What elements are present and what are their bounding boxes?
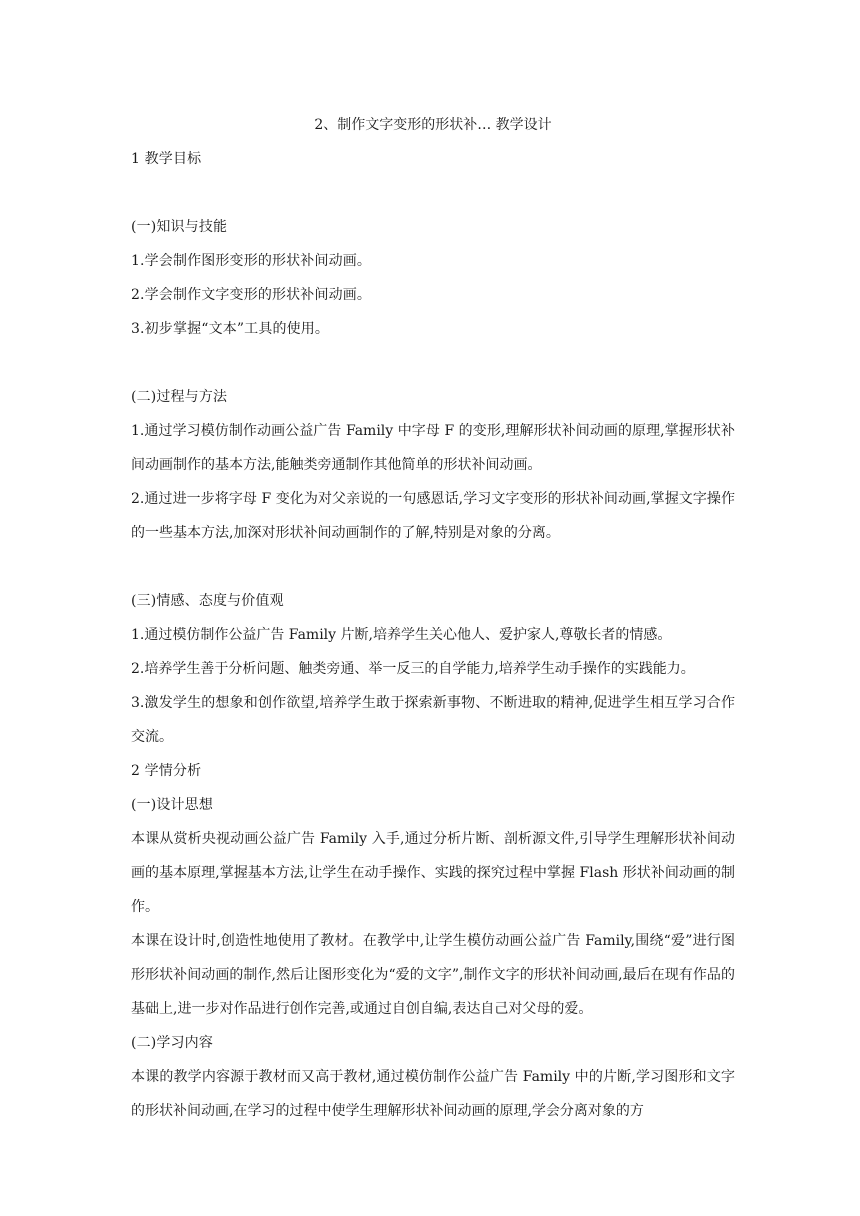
body-paragraph: 本课从赏析央视动画公益广告 Family 入手,通过分析片断、剖析源文件,引导学生理解形状补间动画的基本原理,掌握基本方法,让学生在动手操作、实践的探究过程中掌握 Flash 形状补间动画的制作。 bbox=[131, 831, 735, 915]
subheading-knowledge-skills: (一)知识与技能 bbox=[131, 219, 228, 235]
subheading-learning-content: (二)学习内容 bbox=[131, 1035, 213, 1051]
list-item: 1.通过学习模仿制作动画公益广告 Family 中字母 F 的变形,理解形状补间动画的原理,掌握形状补间动画制作的基本方法,能触类旁通制作其他简单的形状补间动画。 bbox=[131, 423, 735, 473]
document-title: 2、制作文字变形的形状补… 教学设计 bbox=[314, 117, 552, 133]
list-item: 2.学会制作文字变形的形状补间动画。 bbox=[131, 287, 372, 303]
blank-line bbox=[131, 346, 735, 380]
list-item: 2.培养学生善于分析问题、触类旁通、举一反三的自学能力,培养学生动手操作的实践能力。 bbox=[131, 661, 695, 677]
document-page bbox=[131, 108, 735, 1128]
list-item: 2.通过进一步将字母 F 变化为对父亲说的一句感恩话,学习文字变形的形状补间动画,掌握文字操作的一些基本方法,加深对形状补间动画制作的了解,特别是对象的分离。 bbox=[131, 491, 735, 541]
section-heading-objectives: 1 教学目标 bbox=[131, 151, 202, 167]
list-item: 1.通过模仿制作公益广告 Family 片断,培养学生关心他人、爱护家人,尊敬长者的情感。 bbox=[131, 627, 672, 643]
subheading-design-idea: (一)设计思想 bbox=[131, 797, 213, 813]
subheading-process-methods: (二)过程与方法 bbox=[131, 389, 228, 405]
blank-line bbox=[131, 550, 735, 584]
list-item: 1.学会制作图形变形的形状补间动画。 bbox=[131, 253, 372, 269]
list-item: 3.初步掌握“文本”工具的使用。 bbox=[131, 321, 330, 337]
blank-line bbox=[131, 176, 735, 210]
section-heading-analysis: 2 学情分析 bbox=[131, 763, 202, 779]
subheading-emotion-values: (三)情感、态度与价值观 bbox=[131, 593, 284, 609]
body-paragraph: 本课的教学内容源于教材而又高于教材,通过模仿制作公益广告 Family 中的片断,学习图形和文字的形状补间动画,在学习的过程中使学生理解形状补间动画的原理,学会分离对象的方 bbox=[131, 1069, 735, 1119]
body-paragraph: 本课在设计时,创造性地使用了教材。在教学中,让学生模仿动画公益广告 Family,围绕“爱”进行图形形状补间动画的制作,然后让图形变化为“爱的文字”,制作文字的形状补间动画,最后在现有作品的基础上,进一步对作品进行创作完善,或通过自创自编,表达自己对父母的爱。 bbox=[131, 933, 735, 1017]
list-item: 3.激发学生的想象和创作欲望,培养学生敢于探索新事物、不断进取的精神,促进学生相互学习合作交流。 bbox=[131, 695, 735, 745]
